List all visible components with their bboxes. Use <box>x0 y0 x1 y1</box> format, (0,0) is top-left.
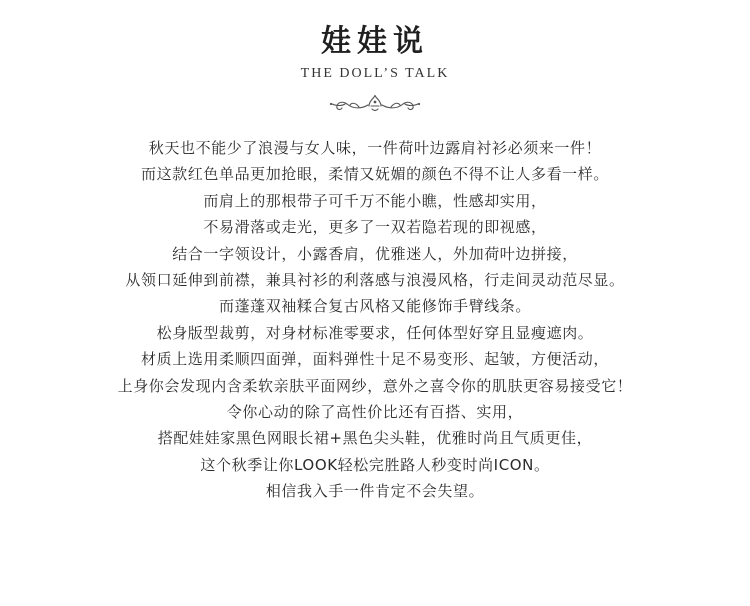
text-line: 结合一字领设计，小露香肩，优雅迷人，外加荷叶边拼接， <box>172 244 578 263</box>
text-line: 材质上选用柔顺四面弹，面料弹性十足不易变形、起皱，方便活动， <box>140 350 609 369</box>
text-line: 不易滑落或走光，更多了一双若隐若现的即视感， <box>203 218 547 237</box>
header <box>0 22 750 83</box>
text-line: 令你心动的除了高性价比还有百搭、实用， <box>226 403 524 422</box>
text-line: 搭配娃娃家黑色网眼长裙+黑色尖头鞋，优雅时尚且气质更佳， <box>157 429 593 448</box>
text-line: 相信我入手一件肯定不会失望。 <box>265 482 485 501</box>
text-line: 从领口延伸到前襟，兼具衬衫的利落感与浪漫风格，行走间灵动范尽显。 <box>125 271 625 290</box>
text-line: 而肩上的那根带子可千万不能小瞧，性感却实用， <box>203 191 547 210</box>
text-line: 秋天也不能少了浪漫与女人味，一件荷叶边露肩衬衫必须来一件！ <box>148 139 602 157</box>
text-line: 而这款红色单品更加抢眼，柔情又妩媚的颜色不得不让人多看一样。 <box>140 165 609 184</box>
description-paragraph <box>0 135 750 505</box>
text-line: 而蓬蓬双袖糅合复古风格又能修饰手臂线条。 <box>218 297 531 316</box>
page-subtitle: THE DOLL’S TALK <box>300 66 450 81</box>
page-title: 娃娃说 <box>321 24 429 59</box>
text-line: 松身版型裁剪，对身材标准零要求，任何体型好穿且显瘦遮肉。 <box>156 323 594 342</box>
text-line: 这个秋季让你LOOK轻松完胜路人秒变时尚ICON。 <box>200 455 550 474</box>
text-line: 上身你会发现内含柔软亲肤平面网纱，意外之喜令你的肌肤更容易接受它！ <box>117 376 633 395</box>
scroll-flourish-icon <box>325 92 425 114</box>
